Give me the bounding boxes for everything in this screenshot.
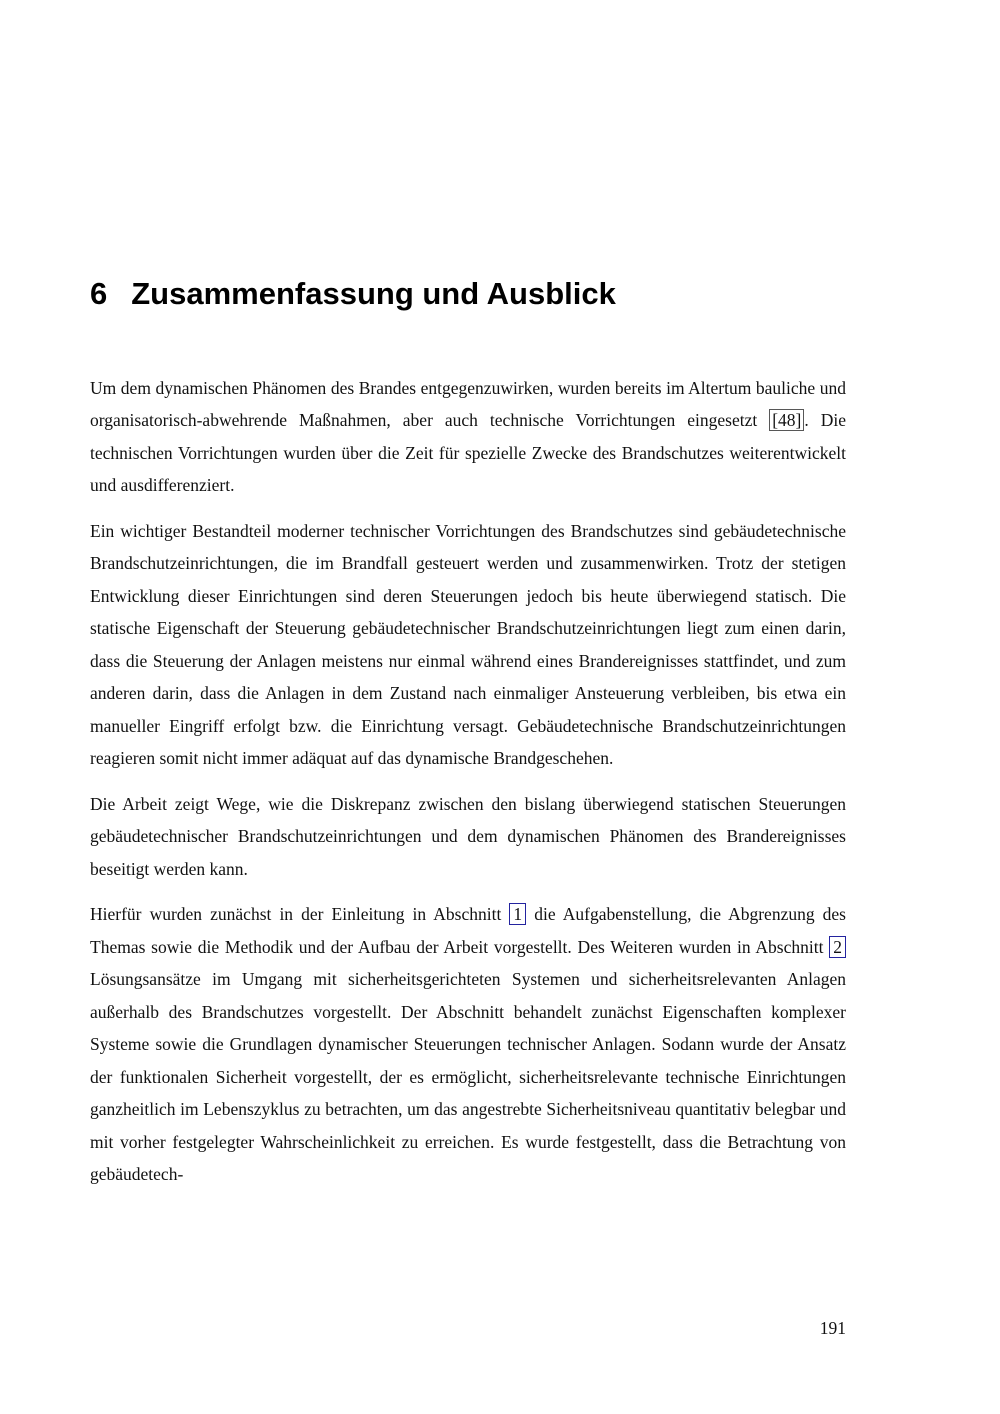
paragraph-4-text-c: Lösungsansätze im Umgang mit sicherheitsgerichteten Systemen und sicherheitsrelevanten Anlagen außerhalb des Brandschutzes vorgestellt. Der Abschnitt behandelt zunächst Eigenschaften komplexer Systeme sowie die Grundlagen dynamischer Steuerungen technischer Anlagen. Sodann wurde der Ansatz der funktionalen Sicherheit vorgestellt, der es ermöglicht, sicherheitsrelevante technische Einrichtungen ganzheitlich im Lebenszyklus zu betrachten, um das angestrebte Sicherheitsniveau quantitativ belegbar und mit vorher festgelegter Wahrscheinlichkeit zu erreichen. Es wurde festgestellt, dass die Betrachtung von gebäudetech- bbox=[90, 969, 846, 1185]
paragraph-3-text: Die Arbeit zeigt Wege, wie die Diskrepanz zwischen den bislang überwiegend statischen Steuerungen gebäudetechnischer Brandschutzeinrichtungen und dem dynamischen Phänomen des Brandereignisses beseitigt werden kann. bbox=[90, 793, 846, 879]
paragraph-2 bbox=[90, 515, 846, 775]
paragraph-2-text: Ein wichtiger Bestandteil moderner technischer Vorrichtungen des Brandschutzes sind gebäudetechnische Brandschutzeinrichtungen, die im Brandfall gesteuert werden und zusammenwirken. Trotz der stetigen Entwicklung dieser Einrichtungen sind deren Steuerungen jedoch bis heute überwiegend statisch. Die statische Eigenschaft der Steuerung gebäudetechnischer Brandschutzeinrichtungen liegt zum einen darin, dass die Steuerung der Anlagen meistens nur einmal während eines Brandereignisses stattfindet, und zum anderen darin, dass die Anlagen in dem Zustand nach einmaliger Ansteuerung verbleiben, bis etwa ein manueller Eingriff erfolgt bzw. die Einrichtung versagt. Gebäudetechnische Brandschutzeinrichtungen reagieren somit nicht immer adäquat auf das dynamische Brandgeschehen. bbox=[90, 520, 846, 769]
text-column bbox=[90, 0, 846, 1204]
paragraph-1-text-a: Um dem dynamischen Phänomen des Brandes entgegenzuwirken, wurden bereits im Altertum bauliche und organisatorisch-abwehrende Maßnahmen, aber auch technische Vorrichtungen eingesetzt bbox=[90, 377, 846, 431]
chapter-heading bbox=[90, 276, 846, 312]
paragraph-1-text-b: . Die technischen Vorrichtungen wurden über die Zeit für spezielle Zwecke des Brandschutzes weiterentwickelt und ausdifferenziert. bbox=[90, 410, 846, 496]
section-ref-link-1[interactable]: 1 bbox=[509, 903, 526, 925]
section-ref-link-2[interactable]: 2 bbox=[829, 936, 846, 958]
chapter-title: Zusammenfassung und Ausblick bbox=[131, 276, 616, 311]
chapter-number: 6 bbox=[90, 276, 108, 311]
paragraph-1 bbox=[90, 372, 846, 502]
paragraph-3 bbox=[90, 788, 846, 886]
paragraph-4 bbox=[90, 898, 846, 1191]
paragraph-4-text-b: die Aufgabenstellung, die Abgrenzung des Themas sowie die Methodik und der Aufbau der Arbeit vorgestellt. Des Weiteren wurden in Abschnitt bbox=[90, 904, 846, 957]
page-number: 191 bbox=[819, 1318, 846, 1338]
citation-link-48[interactable]: [48] bbox=[769, 409, 804, 431]
paragraph-4-text-a: Hierfür wurden zunächst in der Einleitung in Abschnitt bbox=[90, 904, 510, 925]
